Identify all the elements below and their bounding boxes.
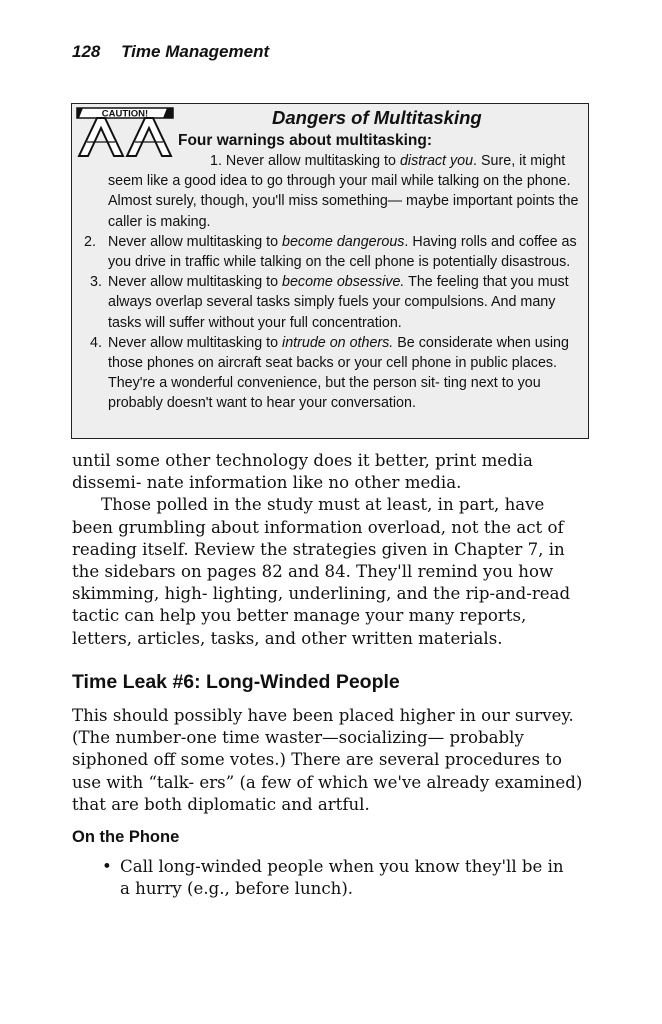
page-header: [72, 42, 269, 62]
item-text: . Sure, it might seem like a good idea to go through your mail while talking on the phone. Almost surely, though, you'll miss something— maybe important points the caller is making.: [108, 153, 579, 230]
bullet-icon: •: [102, 857, 112, 876]
item-number: 2.: [84, 233, 96, 250]
list-item: [84, 151, 580, 232]
caution-label: CAUTION!: [101, 108, 149, 120]
body-column: [72, 450, 584, 650]
paragraph: Those polled in the study must at least, in part, have been grumbling about information overload, not the act of reading itself. Review the strategies given in Chapter 7, in the sidebars on pages 82 and 84. They'll remind you how skimming, high- lighting, underlining, and the rip-and-read tactic can help you better manage your many reports, letters, articles, tasks, and other written materials.: [72, 495, 571, 648]
warning-list: [84, 151, 580, 414]
section-heading: Time Leak #6: Long-Winded People: [72, 671, 400, 693]
item-lead: Never allow multitasking to: [108, 274, 283, 291]
item-text: . Having rolls and coffee as you drive in traffic while talking on the cell phone is potentially disastrous.: [108, 233, 577, 271]
item-emphasis: become obsessive.: [282, 274, 405, 291]
item-number: 4.: [90, 334, 102, 351]
item-lead: Never allow multitasking to: [225, 153, 400, 169]
caution-sidebar: [71, 103, 589, 439]
sidebar-title: Dangers of Multitasking: [272, 107, 482, 128]
list-item: [84, 232, 580, 272]
sidebar-subtitle: Four warnings about multitasking:: [178, 132, 433, 149]
body-column: [72, 705, 584, 816]
item-text: The feeling that you must always overlap several tasks simply fuels your compulsions. And many tasks will suffer without your full concentration.: [108, 274, 569, 331]
list-item: [84, 333, 580, 414]
item-number: 1.: [210, 153, 222, 169]
bullet-text: Call long-winded people when you know they'll be in a hurry (e.g., before lunch).: [120, 857, 564, 899]
list-item: [102, 856, 572, 901]
item-text: Be considerate when using those phones on aircraft seat backs or your cell phone in public places. They're a wonderful convenience, but the person sit- ting next to you probably doesn't want to hear your conversation.: [108, 334, 569, 412]
item-emphasis: intrude on others.: [282, 334, 394, 351]
item-lead: Never allow multitasking to: [108, 334, 283, 351]
paragraph: until some other technology does it better, print media dissemi- nate information like no other media.: [72, 451, 533, 493]
subsection-heading: On the Phone: [72, 828, 180, 846]
item-number: 3.: [90, 274, 102, 291]
item-emphasis: become dangerous: [282, 233, 405, 250]
page-number: 128: [72, 42, 101, 61]
list-item: [84, 272, 580, 333]
item-emphasis: distract you: [399, 153, 474, 169]
item-lead: Never allow multitasking to: [108, 233, 283, 250]
running-title: Time Management: [121, 42, 270, 61]
paragraph: This should possibly have been placed higher in our survey. (The number-one time waster—socializing— probably siphoned off some votes.) There are several procedures to use with “talk- ers” (a few of which we've already examined) that are both diplomatic and artful.: [72, 706, 583, 814]
